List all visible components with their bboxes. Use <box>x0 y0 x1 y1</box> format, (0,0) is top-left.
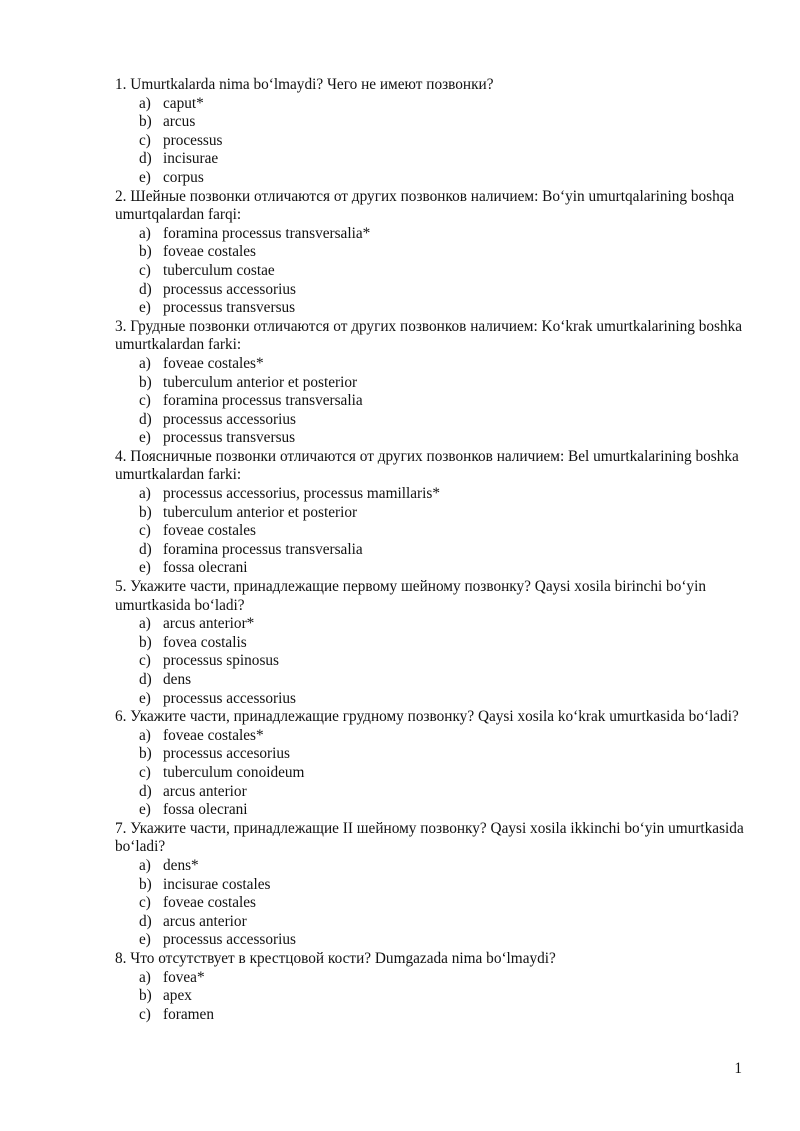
option-letter: c) <box>139 522 151 540</box>
option-text: processus transversus <box>163 299 296 317</box>
option-letter: e) <box>139 299 151 317</box>
option-text: foveae costales* <box>163 726 264 744</box>
answer-option <box>115 764 745 783</box>
option-text: processus accessorius <box>163 931 296 949</box>
option-letter: a) <box>139 224 151 242</box>
question-block <box>115 820 745 950</box>
answer-option <box>115 522 745 541</box>
option-letter: d) <box>139 782 152 800</box>
option-text: processus <box>163 131 223 149</box>
option-letter: e) <box>139 429 151 447</box>
answer-option <box>115 727 745 746</box>
option-text: foramen <box>163 1005 214 1023</box>
question-block <box>115 188 745 318</box>
option-letter: b) <box>139 633 152 651</box>
option-letter: b) <box>139 503 152 521</box>
option-letter: a) <box>139 615 151 633</box>
answer-option <box>115 132 745 151</box>
option-letter: b) <box>139 875 152 893</box>
option-text: tuberculum anterior et posterior <box>163 503 358 521</box>
option-letter: a) <box>139 485 151 503</box>
option-text: fossa olecrani <box>163 559 248 577</box>
option-text: tuberculum anterior et posterior <box>163 373 358 391</box>
question-block <box>115 950 745 1024</box>
answer-options <box>115 95 745 188</box>
answer-options <box>115 225 745 318</box>
question-text: 3. Грудные позвонки отличаются от других позвонков наличием: Ko‘krak umurtkalarining boshka umurtkalardan farki: <box>115 317 743 354</box>
question-block <box>115 578 745 708</box>
answer-option <box>115 150 745 169</box>
option-text: tuberculum costae <box>163 261 275 279</box>
option-letter: e) <box>139 689 151 707</box>
option-letter: e) <box>139 559 151 577</box>
option-letter: d) <box>139 410 152 428</box>
answer-option <box>115 225 745 244</box>
option-letter: a) <box>139 354 151 372</box>
question-text: 6. Укажите части, принадлежащие грудному позвонку? Qaysi xosila ko‘krak umurtkasida bo‘ladi? <box>115 708 739 726</box>
option-letter: a) <box>139 726 151 744</box>
question-block <box>115 318 745 448</box>
answer-option <box>115 1006 745 1025</box>
question-text: 7. Укажите части, принадлежащие II шейному позвонку? Qaysi xosila ikkinchi bo‘yin umurtkasida bo‘ladi? <box>115 819 744 856</box>
question-text: 1. Umurtkalarda nima bo‘lmaydi? Чего не имеют позвонки? <box>115 76 494 93</box>
question-list <box>115 76 745 1024</box>
answer-option <box>115 281 745 300</box>
answer-option <box>115 690 745 709</box>
option-letter: c) <box>139 652 151 670</box>
option-text: arcus <box>163 113 196 131</box>
option-letter: d) <box>139 540 152 558</box>
answer-option <box>115 634 745 653</box>
option-text: processus spinosus <box>163 652 280 670</box>
option-text: incisurae costales <box>163 875 271 893</box>
answer-option <box>115 485 745 504</box>
option-letter: c) <box>139 894 151 912</box>
option-letter: e) <box>139 931 151 949</box>
answer-option <box>115 876 745 895</box>
option-text: foramina processus transversalia <box>163 392 363 410</box>
option-text: foramina processus transversalia* <box>163 224 371 242</box>
answer-option <box>115 299 745 318</box>
option-letter: a) <box>139 856 151 874</box>
answer-options <box>115 969 745 1025</box>
option-letter: d) <box>139 280 152 298</box>
answer-option <box>115 801 745 820</box>
answer-option <box>115 671 745 690</box>
answer-option <box>115 783 745 802</box>
option-text: arcus anterior <box>163 912 247 930</box>
option-letter: c) <box>139 261 151 279</box>
option-text: dens* <box>163 856 199 874</box>
answer-option <box>115 411 745 430</box>
question-block <box>115 448 745 578</box>
option-text: caput* <box>163 94 204 112</box>
option-letter: c) <box>139 1005 151 1023</box>
answer-option <box>115 429 745 448</box>
option-text: fovea* <box>163 968 205 986</box>
question-block <box>115 708 745 820</box>
option-text: processus accessorius <box>163 689 296 707</box>
answer-option <box>115 504 745 523</box>
answer-option <box>115 262 745 281</box>
option-text: processus transversus <box>163 429 296 447</box>
option-letter: a) <box>139 94 151 112</box>
answer-option <box>115 615 745 634</box>
option-text: corpus <box>163 168 204 186</box>
option-text: foramina processus transversalia <box>163 540 363 558</box>
answer-options <box>115 355 745 448</box>
option-letter: e) <box>139 801 151 819</box>
option-letter: b) <box>139 987 152 1005</box>
answer-option <box>115 913 745 932</box>
option-letter: a) <box>139 968 151 986</box>
option-letter: b) <box>139 243 152 261</box>
option-letter: b) <box>139 113 152 131</box>
answer-option <box>115 745 745 764</box>
answer-option <box>115 559 745 578</box>
answer-option <box>115 857 745 876</box>
answer-option <box>115 652 745 671</box>
option-text: foveae costales <box>163 894 257 912</box>
option-letter: c) <box>139 392 151 410</box>
option-text: processus accesorius <box>163 745 291 763</box>
answer-options <box>115 857 745 950</box>
answer-option <box>115 392 745 411</box>
question-text: 5. Укажите части, принадлежащие первому шейному позвонку? Qaysi xosila birinchi bo‘yin umurtkasida bo‘ladi? <box>115 578 706 614</box>
option-text: arcus anterior* <box>163 615 255 633</box>
answer-options <box>115 615 745 708</box>
option-text: apex <box>163 987 192 1005</box>
option-letter: b) <box>139 373 152 391</box>
option-letter: c) <box>139 131 151 149</box>
option-text: foveae costales* <box>163 354 264 372</box>
option-letter: d) <box>139 912 152 930</box>
answer-options <box>115 485 745 578</box>
answer-option <box>115 243 745 262</box>
answer-option <box>115 374 745 393</box>
option-letter: c) <box>139 763 151 781</box>
option-letter: b) <box>139 745 152 763</box>
answer-option <box>115 894 745 913</box>
question-block <box>115 76 745 188</box>
option-text: arcus anterior <box>163 782 247 800</box>
answer-option <box>115 931 745 950</box>
answer-option <box>115 987 745 1006</box>
option-text: foveae costales <box>163 243 257 261</box>
answer-option <box>115 355 745 374</box>
option-letter: d) <box>139 150 152 168</box>
option-letter: e) <box>139 168 151 186</box>
option-text: processus accessorius, processus mamillaris* <box>163 485 440 503</box>
option-text: tuberculum conoideum <box>163 763 305 781</box>
answer-option <box>115 113 745 132</box>
option-letter: d) <box>139 671 152 688</box>
option-text: dens <box>163 671 192 688</box>
question-text: 2. Шейные позвонки отличаются от других позвонков наличием: Bo‘yin umurtqalarining boshqa umurtqalardan farqi: <box>115 187 735 224</box>
option-text: fovea costalis <box>163 633 247 651</box>
option-text: processus accessorius <box>163 410 296 428</box>
option-text: processus accessorius <box>163 280 296 298</box>
answer-option <box>115 169 745 188</box>
answer-option <box>115 95 745 114</box>
answer-options <box>115 727 745 820</box>
page-number: 1 <box>734 1060 742 1077</box>
question-text: 8. Что отсутствует в крестцовой кости? Dumgazada nima bo‘lmaydi? <box>115 949 556 967</box>
option-text: foveae costales <box>163 522 257 540</box>
option-text: incisurae <box>163 150 219 168</box>
option-text: fossa olecrani <box>163 801 248 819</box>
answer-option <box>115 969 745 988</box>
question-text: 4. Поясничные позвонки отличаются от других позвонков наличием: Bel umurtkalarining boshka umurtkalardan farki: <box>115 447 739 484</box>
answer-option <box>115 541 745 560</box>
